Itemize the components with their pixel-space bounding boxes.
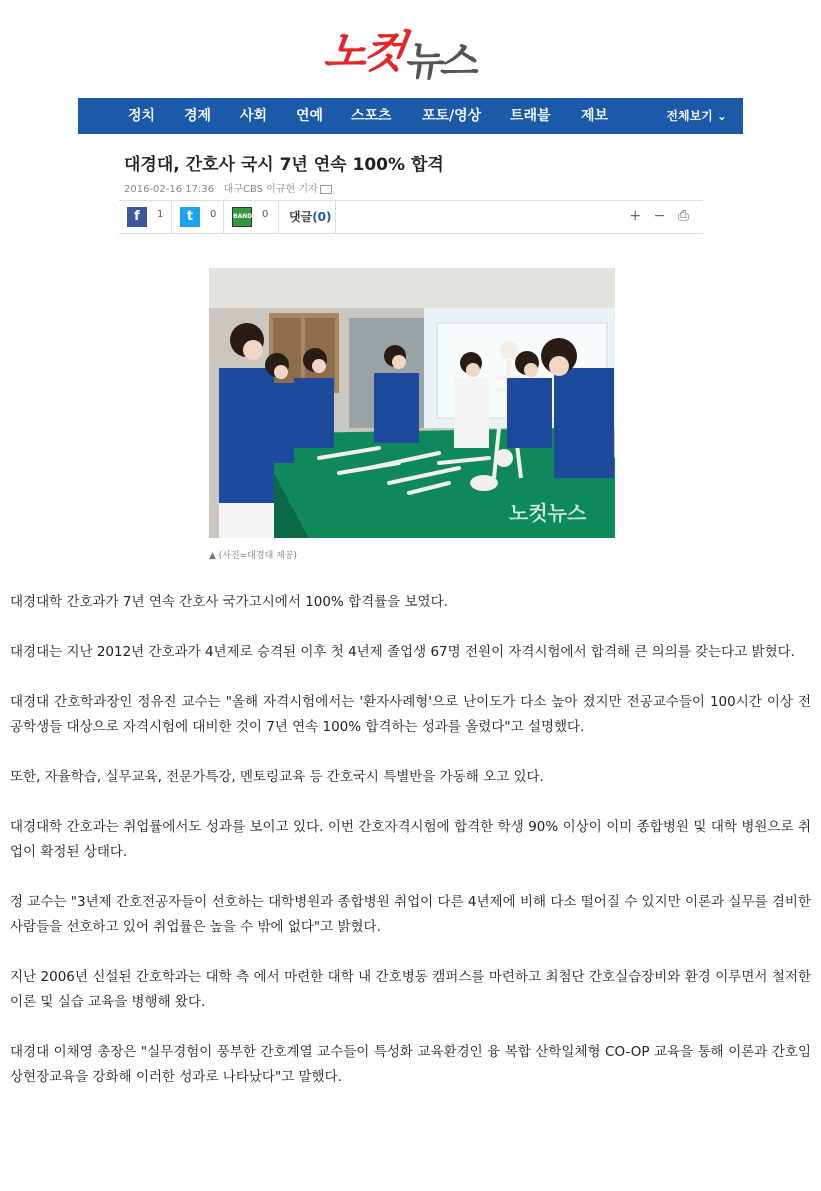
nav-item-economy[interactable]: 경제 — [184, 108, 212, 124]
article-paragraph: 지난 2006년 신설된 간호학과는 대학 측 에서 마련한 대학 내 간호병동 캠퍼스를 마련하고 최첨단 간호실습장비와 환경 이루면서 철저한 이론 및 실습 교육을 병행해 왔다. — [10, 969, 811, 1010]
logo-text-news: 뉴스 — [403, 39, 480, 85]
font-decrease-button[interactable]: − — [653, 208, 666, 224]
photo-illustration — [209, 268, 615, 538]
article-date: 2016-02-16 17:36 — [124, 184, 215, 195]
nav-item-photo-video[interactable]: 포토/영상 — [422, 108, 482, 124]
twitter-icon[interactable]: t — [180, 207, 200, 227]
nav-item-society[interactable]: 사회 — [240, 108, 268, 124]
article-paragraph: 대경대학 간호과가 7년 연속 간호사 국가고시에서 100% 합격률을 보였다. — [10, 594, 448, 610]
article-paragraph: 대경대는 지난 2012년 간호과가 4년제로 승격된 이후 첫 4년제 졸업생 67명 전원이 자격시험에서 합격해 큰 의의를 갖는다고 밝혔다. — [10, 644, 795, 660]
nav-item-report[interactable]: 제보 — [581, 108, 609, 124]
comments-label: 댓글 — [289, 210, 313, 224]
article-meta — [124, 180, 332, 195]
print-icon[interactable]: ⎙ — [677, 208, 689, 224]
font-increase-button[interactable]: + — [629, 208, 642, 224]
photo-watermark: 노컷뉴스 — [509, 501, 587, 525]
main-nav — [78, 98, 743, 134]
band-icon[interactable]: BAND — [232, 207, 252, 227]
share-bar — [119, 200, 703, 234]
nav-item-travel[interactable]: 트래블 — [510, 108, 551, 124]
article-paragraph: 대경대학 간호과는 취업률에서도 성과를 보이고 있다. 이번 간호자격시험에 합격한 학생 90% 이상이 이미 종합병원 및 대학 병원으로 취업이 확정된 상태다. — [10, 819, 811, 860]
article-paragraph: 대경대 이채영 총장은 "실무경험이 풍부한 간호계열 교수들이 특성화 교육환경인 융 복합 산학일체형 CO-OP 교육을 통해 이론과 간호임상현장교육을 강화해 이러한 성과로 나타났다"고 말했다. — [10, 1044, 811, 1085]
photo-caption: ▲ (사진=대경대 제공) — [209, 551, 298, 561]
email-icon[interactable] — [320, 185, 332, 194]
nav-item-sports[interactable]: 스포츠 — [351, 108, 392, 124]
article-paragraph: 대경대 간호학과장인 정유진 교수는 "올해 자격시험에서는 '환자사례형'으로 난이도가 다소 높아 졌지만 전공교수들이 100시간 이상 전공학생들 대상으로 자격시험에 대비한 것이 7년 연속 100% 합격하는 성과를 올렸다"고 설명했다. — [10, 694, 811, 735]
band-share-count: 0 — [262, 209, 269, 220]
article-paragraph: 정 교수는 "3년제 간호전공자들이 선호하는 대학병원과 종합병원 취업이 다른 4년제에 비해 다소 떨어질 수 있지만 이론과 실무를 겸비한 사람들을 선호하고 있어 취업률은 높을 수 밖에 없다"고 밝혔다. — [10, 894, 811, 935]
facebook-icon[interactable]: f — [127, 207, 147, 227]
article-body — [10, 590, 811, 1115]
nav-item-politics[interactable]: 정치 — [128, 108, 156, 124]
article-photo — [209, 268, 615, 538]
site-logo[interactable] — [320, 14, 495, 85]
view-all-button[interactable]: 전체보기 ⌄ — [666, 109, 727, 123]
article-author[interactable]: 대구CBS 이규현 기자 — [223, 184, 318, 195]
logo-text-nocut: 노컷 — [320, 27, 405, 78]
comments-count: (0) — [312, 210, 332, 224]
article-paragraph: 또한, 자율학습, 실무교육, 전문가특강, 멘토링교육 등 간호국시 특별반을 가동해 오고 있다. — [10, 769, 544, 785]
nav-item-entertainment[interactable]: 연예 — [296, 108, 324, 124]
article-title: 대경대, 간호사 국시 7년 연속 100% 합격 — [124, 155, 444, 175]
comments-link[interactable] — [289, 208, 332, 225]
twitter-share-count: 0 — [210, 209, 217, 220]
facebook-share-count: 1 — [157, 209, 164, 220]
text-tools — [621, 208, 689, 224]
